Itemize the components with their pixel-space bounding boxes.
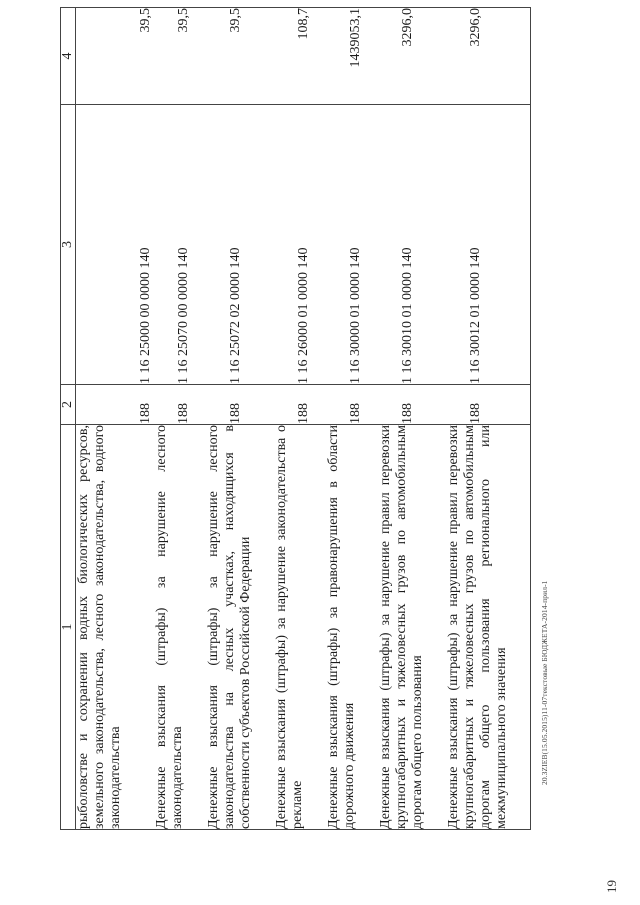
- table-row: [326, 8, 378, 830]
- row-name: Денежные взыскания (штрафы) за нарушение правил перевозки крупногабаритных и тяжеловесных грузов по автомобильным дорогам общего пользования регионального или межмуниципального значения: [446, 425, 531, 830]
- row-admin-code: [76, 385, 117, 425]
- revenue-table: [60, 7, 531, 830]
- table-row: [274, 8, 326, 830]
- row-admin-code: 188: [326, 385, 378, 425]
- row-name: Денежные взыскания (штрафы) за нарушение правил перевозки крупногабаритных и тяжеловесных грузов по автомобильным дорогам общего пользования: [378, 425, 446, 830]
- column-header-1: 1: [61, 425, 76, 830]
- row-kbk-code: 1 16 30012 01 0000 140: [446, 105, 531, 385]
- row-amount: 1439053,1: [326, 8, 378, 105]
- page-number: 19: [604, 880, 619, 893]
- row-kbk-code: 1 16 25070 00 0000 140: [154, 105, 206, 385]
- table-row: [76, 8, 117, 830]
- table-row: [446, 8, 531, 830]
- column-header-3: 3: [61, 105, 76, 385]
- column-header-2: 2: [61, 385, 76, 425]
- table-row: [206, 8, 274, 830]
- table-row: [378, 8, 446, 830]
- column-header-4: 4: [61, 8, 76, 105]
- row-name: Денежные взыскания (штрафы) за правонарушения в области дорожного движения: [326, 425, 378, 830]
- row-name: Денежные взыскания (штрафы) за нарушение законодательства о рекламе: [274, 425, 326, 830]
- row-kbk-code: 1 16 30010 01 0000 140: [378, 105, 446, 385]
- row-name: Денежные взыскания (штрафы) за нарушение лесного законодательства на лесных участках, находящихся в собственности субъектов Российской Федерации: [206, 425, 274, 830]
- row-amount: 39,5: [154, 8, 206, 105]
- table-header-row: [61, 8, 76, 830]
- row-amount: 3296,0: [446, 8, 531, 105]
- row-amount: 39,5: [206, 8, 274, 105]
- row-admin-code: 188: [274, 385, 326, 425]
- row-kbk-code: 1 16 25072 02 0000 140: [206, 105, 274, 385]
- row-amount: [76, 8, 117, 105]
- row-admin-code: 188: [116, 385, 154, 425]
- row-amount: 108,7: [274, 8, 326, 105]
- row-kbk-code: 1 16 30000 01 0000 140: [326, 105, 378, 385]
- row-kbk-code: [76, 105, 117, 385]
- footer-file-code: 20.3ZIEB(15.05.2015)11-07текстовые БЮДЖЕТА-2014-прил-1: [540, 580, 549, 785]
- row-amount: 3296,0: [378, 8, 446, 105]
- row-name: рыболовстве и сохранении водных биологических ресурсов, земельного законодательства, лесного законодательства, водного законодательства: [76, 425, 155, 830]
- row-admin-code: 188: [446, 385, 531, 425]
- row-name: Денежные взыскания (штрафы) за нарушение лесного законодательства: [154, 425, 206, 830]
- row-admin-code: 188: [378, 385, 446, 425]
- row-kbk-code: 1 16 25000 00 0000 140: [116, 105, 154, 385]
- row-admin-code: 188: [206, 385, 274, 425]
- row-kbk-code: 1 16 26000 01 0000 140: [274, 105, 326, 385]
- row-admin-code: 188: [154, 385, 206, 425]
- table-row: [154, 8, 206, 830]
- row-amount: 39,5: [116, 8, 154, 105]
